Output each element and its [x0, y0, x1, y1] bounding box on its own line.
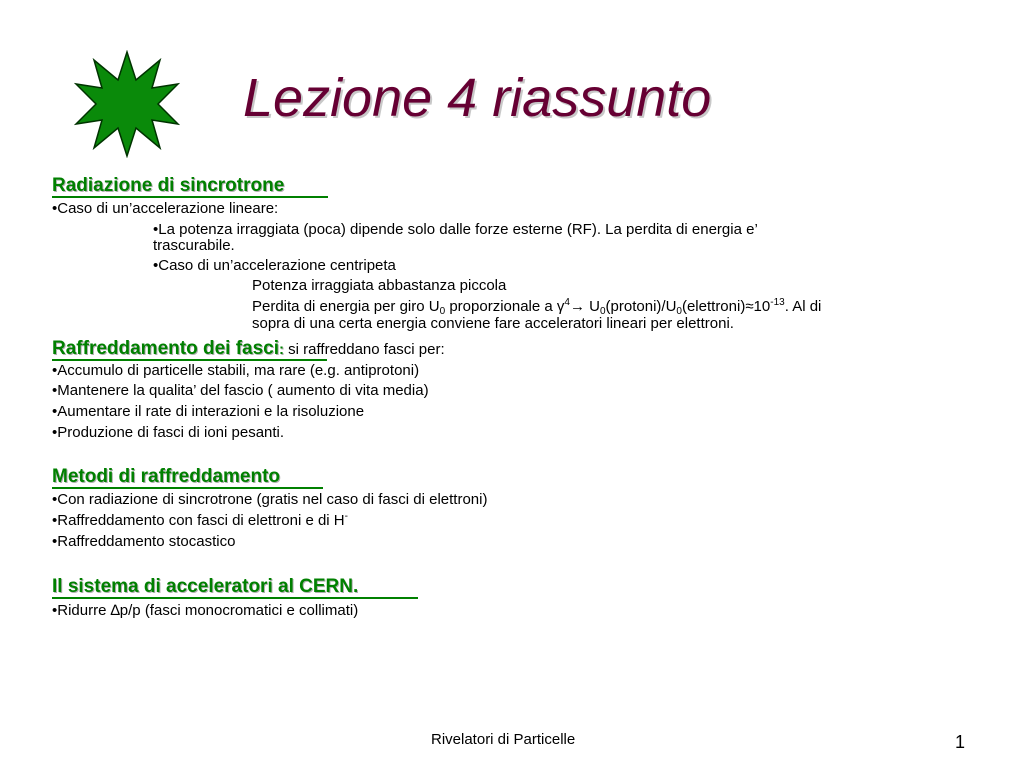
delta-symbol: ∆	[110, 602, 120, 619]
list-item: •Accumulo di particelle stabili, ma rare (e.g. antiprotoni)	[52, 362, 420, 379]
list-item: •Raffreddamento con fasci di elettroni e di H-	[52, 511, 348, 529]
slide-footer: Rivelatori di Particelle	[431, 731, 576, 748]
list-item: •Aumentare il rate di interazioni e la risoluzione	[52, 403, 365, 420]
list-item: •Raffreddamento stocastico	[52, 533, 236, 550]
list-item: •Mantenere la qualita’ del fascio ( aumento di vita media)	[52, 382, 429, 399]
detail-perdita: Perdita di energia per giro $U_0$ proporzionale a $\gamma^4\to$ $U_0(protoni)/U_0(elettroni)\approx 10^{-13}$. Al di	[252, 297, 822, 317]
detail-perdita-cont: sopra di una certa energia conviene fare acceleratori lineari per elettroni.	[252, 315, 734, 332]
list-item: •Ridurre ∆p/p (fasci monocromatici e collimati)	[52, 602, 359, 619]
page-number: 1	[955, 732, 966, 752]
sub-bullet-centripeta: •Caso di un’accelerazione centripeta	[153, 257, 396, 274]
heading-underline	[52, 487, 323, 489]
arrow-icon: →	[569, 298, 585, 315]
heading-underline	[52, 196, 328, 198]
heading-raffreddamento: Raffreddamento dei fasci: si raffreddano fasci per:	[52, 338, 445, 359]
gamma-symbol: γ	[556, 298, 565, 315]
star-icon	[74, 50, 180, 158]
list-item: •Con radiazione di sincrotrone (gratis nel caso di fasci di elettroni)	[52, 491, 488, 508]
heading-cern: Il sistema di acceleratori al CERN.	[52, 576, 359, 597]
heading-underline	[52, 359, 327, 361]
heading-radiazione: Radiazione di sincrotrone	[52, 175, 285, 196]
sub-bullet-potenza-cont: trascurabile.	[153, 237, 235, 254]
heading-underline	[52, 597, 418, 599]
sub-bullet-potenza: •La potenza irraggiata (poca) dipende solo dalle forze esterne (RF). La perdita di energia e’	[153, 221, 758, 238]
bullet-caso-lineare: •Caso di un’accelerazione lineare:	[52, 200, 279, 217]
slide-title: Lezione 4 riassunto	[243, 68, 712, 128]
heading-metodi: Metodi di raffreddamento	[52, 466, 281, 487]
detail-potenza: Potenza irraggiata abbastanza piccola	[252, 277, 507, 294]
list-item: •Produzione di fasci di ioni pesanti.	[52, 424, 285, 441]
